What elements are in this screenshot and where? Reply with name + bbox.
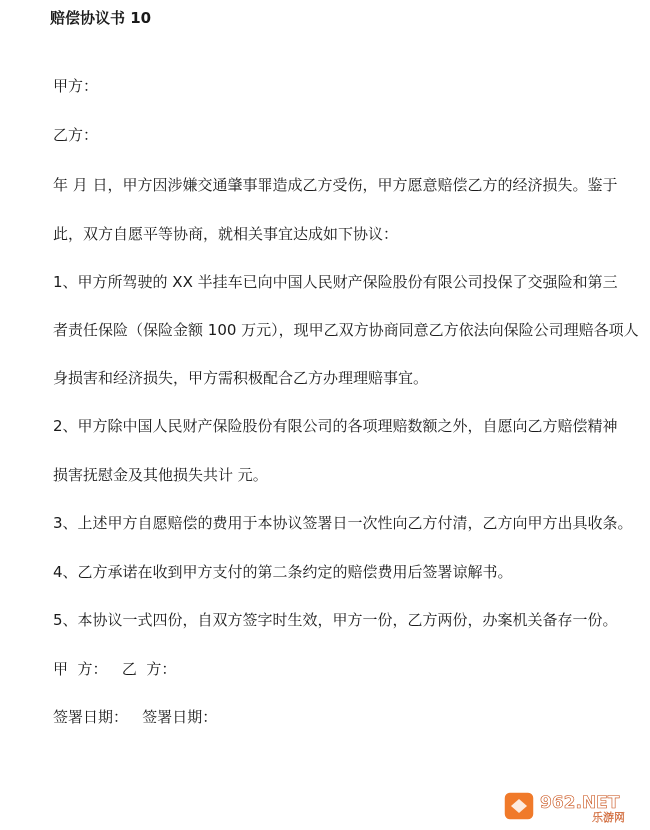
party-b-label: 乙方： — [53, 126, 99, 144]
clause-2-line-1: 2、甲方除中国人民财产保险股份有限公司的各项理赔数额之外，自愿向乙方赔偿精神 — [53, 417, 618, 435]
party-a-label: 甲方： — [53, 77, 99, 95]
clause-4: 4、乙方承诺在收到甲方支付的第二条约定的赔偿费用后签署谅解书。 — [53, 563, 513, 581]
clause-3: 3、上述甲方自愿赔偿的费用于本协议签署日一次性向乙方付清，乙方向甲方出具收条。 — [53, 514, 633, 532]
watermark-logo — [502, 788, 642, 824]
watermark-sub: 乐游网 — [592, 811, 625, 824]
signature-parties: 甲 方： 乙 方： — [53, 660, 177, 678]
intro-line-1: 年 月 日，甲方因涉嫌交通肇事罪造成乙方受伤，甲方愿意赔偿乙方的经济损失。鉴于 — [53, 176, 618, 194]
document-title: 赔偿协议书 10 — [50, 9, 152, 27]
clause-1-line-3: 身损害和经济损失，甲方需积极配合乙方办理理赔事宜。 — [53, 369, 429, 387]
signature-dates: 签署日期： 签署日期： — [53, 708, 218, 726]
intro-line-2: 此，双方自愿平等协商，就相关事宜达成如下协议： — [53, 225, 399, 243]
clause-1-line-1: 1、甲方所驾驶的 XX 半挂车已向中国人民财产保险股份有限公司投保了交强险和第三 — [53, 273, 618, 291]
watermark-brand: 962.NET — [540, 793, 620, 813]
clause-1-line-2: 者责任保险（保险金额 100 万元），现甲乙双方协商同意乙方依法向保险公司理赔各项人 — [53, 321, 639, 339]
watermark-logo-graphic — [502, 788, 642, 824]
clause-2-line-2: 损害抚慰金及其他损失共计 元。 — [53, 466, 268, 484]
clause-5: 5、本协议一式四份，自双方签字时生效，甲方一份，乙方两份，办案机关备存一份。 — [53, 611, 618, 629]
